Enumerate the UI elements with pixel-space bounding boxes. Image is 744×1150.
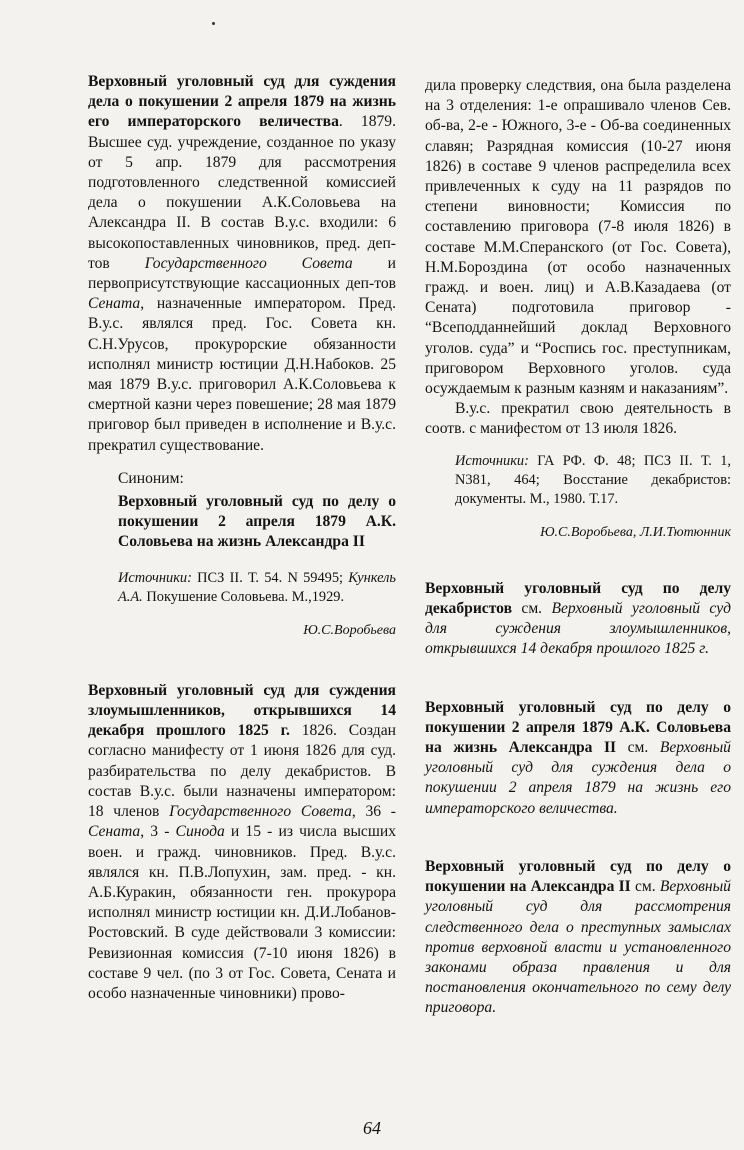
author: Ю.С.Воробьева (303, 622, 396, 638)
right-column (425, 76, 731, 1019)
entry-title: Верховный уголовный суд для суждения дела о покушении 2 апреля 1879 на жизнь его императорского величества (88, 73, 396, 131)
cross-reference-soloviev: Верховный уголовный суд по делу о покушении 2 апреля 1879 А.К. Соловьева на жизнь Александра II см. Верховный уголовный суд для суждения дела о покушении 2 апреля 1879 на жизнь его императорского величества. (425, 698, 731, 817)
article-decembrists (88, 681, 396, 1004)
print-speck (212, 22, 215, 25)
page-number: 64 (363, 1118, 381, 1138)
author: Ю.С.Воробьева, Л.И.Тютюнник (540, 524, 731, 540)
article-body: Верховный уголовный суд для суждения злоумышленников, открывшихся 14 декабря прошлого 1825 г. 1826. Создан согласно манифесту от 1 июня 1826 для суд. разбирательства по делу декабристов. В состав В.у.с. были назначены императором: 18 членов Государственного Совета, 36 - Сената, 3 - Синода и 15 - из числа высших воен. и гражд. чиновников. Пред. В.у.с. являлся кн. П.В.Лопухин, зам. пред. - кн. А.Б.Куракин, обязанности ген. прокурора исполнял министр юстиции кн. Д.И.Лобанов-Ростовский. В суде действовали 3 комиссии: Ревизионная комиссия (7-10 июня 1826) в составе 9 чел. (по 3 от Гос. Совета, Сената и особо назначенные чиновники) прово- (88, 681, 396, 1002)
synonym-label: Синоним: (118, 469, 184, 487)
article-continuation: дила проверку следствия, она была разделена на 3 отделения: 1-е опрашивало членов Сев. об-ва, 2-е - Южного, 3-е - Об-ва соединенных славян; Разрядная комиссия (10-27 июня 1826) в составе 9 членов распределила всех привлеченных к суду на 11 разрядов по степени виновности; Комиссия по составлению приговора (7-8 июля 1826) в составе М.М.Сперанского (от Гос. Совета), Н.М.Бороздина (от особо назначенных гражд. и воен. лиц) и А.В.Казадаева (от Сената) подготовила приговор - “Всеподданнейший доклад Верховного уголов. суда” и “Роспись гос. преступникам, приговором Верховного уголов. суда осуждаемым к разным казням и наказаниям”. (425, 77, 731, 398)
sources: Источники: ГА РФ. Ф. 48; ПСЗ II. Т. 1, N381, 464; Восстание декабристов: документы. М., 1980. Т.17. (455, 452, 731, 507)
cross-reference-decembrists: Верховный уголовный суд по делу декабристов см. Верховный уголовный суд для суждения злоумышленников, открывшихся 14 декабря прошлого 1825 г. (425, 579, 731, 658)
cross-reference-alexander-ii: Верховный уголовный суд по делу о покушении на Александра II см. Верховный уголовный суд для рассмотрения следственного дела о преступных замыслах против верховной власти и установленного законами образа правления и для постановления окончательного по сему делу приговора. (425, 857, 731, 1017)
article-ending: В.у.с. прекратил свою деятельность в соотв. с манифестом от 13 июля 1826. (425, 400, 731, 438)
article-1879-attempt (88, 72, 396, 641)
synonym-entry: Верховный уголовный суд по делу о покушении 2 апреля 1879 А.К. Соловьева на жизнь Александра II (118, 493, 396, 551)
entry-title: Верховный уголовный суд для суждения злоумышленников, открывшихся 14 декабря прошлого 1825 г. (88, 681, 396, 740)
left-column (88, 72, 396, 1004)
article-body: Верховный уголовный суд для суждения дела о покушении 2 апреля 1879 на жизнь его императорского величества. 1879. Высшее суд. учреждение, созданное по указу от 5 апр. 1879 для рассмотрения подготовленного следственной комиссией дела о покушении А.К.Соловьева на Александра II. В состав В.у.с. входили: 6 высокопоставленных чиновников, пред. деп-тов Государственного Совета и первоприсутствующие кассационных деп-тов Сената, назначенные императором. Пред. В.у.с. являлся пред. Гос. Совета кн. С.Н.Урусов, прокурорские обязанности исполнял министр юстиции Д.Н.Набоков. 25 мая 1879 В.у.с. приговорил А.К.Соловьева к смертной казни через повешение; 28 мая 1879 приговор был приведен в исполнение и В.у.с. прекратил существование. (88, 73, 397, 454)
sources: Источники: ПСЗ II. Т. 54. N 59495; Кункель А.А. Покушение Соловьева. М.,1929. (118, 569, 396, 605)
